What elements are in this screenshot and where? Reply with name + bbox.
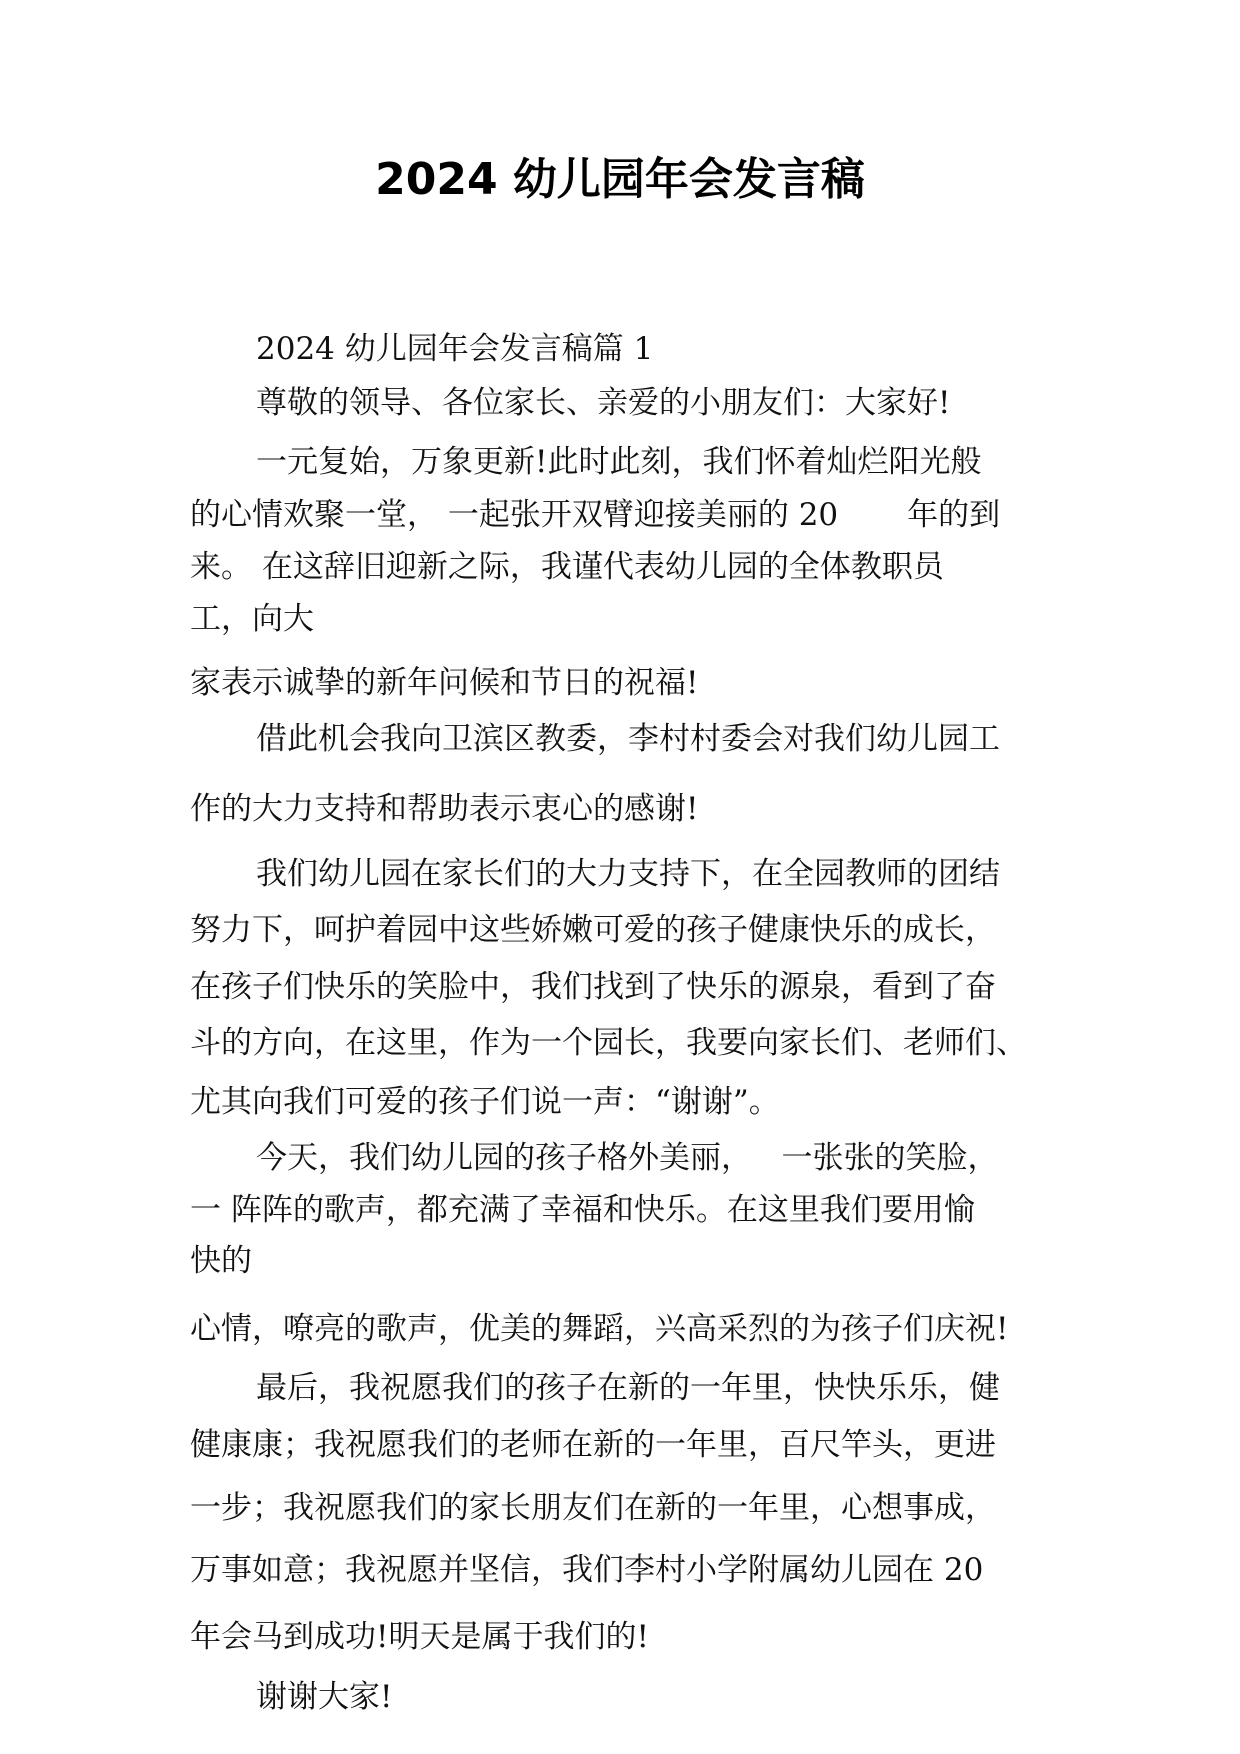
paragraph-line: 我们幼儿园在家长们的大力支持下，在全园教师的团结	[256, 856, 1000, 892]
section-heading: 2024 幼儿园年会发言稿篇 1	[256, 331, 654, 367]
paragraph-line: 的心情欢聚一堂， 一起张开双臂迎接美丽的 20 年的到	[190, 497, 1001, 533]
paragraph-line: 努力下，呵护着园中这些娇嫩可爱的孩子健康快乐的成长，	[190, 912, 996, 948]
paragraph-line: 快的	[190, 1243, 252, 1279]
paragraph-line: 健康康；我祝愿我们的老师在新的一年里，百尺竿头，更进	[190, 1427, 996, 1463]
paragraph-line: 尤其向我们可爱的孩子们说一声：“谢谢”。	[190, 1084, 780, 1120]
paragraph-line: 斗的方向，在这里，作为一个园长，我要向家长们、老师们、	[190, 1025, 1027, 1061]
paragraph-line: 万事如意；我祝愿并坚信，我们李村小学附属幼儿园在 20	[190, 1552, 984, 1588]
paragraph-line: 心情，嘹亮的歌声，优美的舞蹈，兴高采烈的为孩子们庆祝!	[190, 1311, 1009, 1347]
paragraph-line: 今天，我们幼儿园的孩子格外美丽， 一张张的笑脸，	[256, 1140, 999, 1176]
greeting-line: 尊敬的领导、各位家长、亲爱的小朋友们：大家好!	[256, 385, 951, 421]
paragraph-line: 家表示诚挚的新年问候和节日的祝福!	[190, 665, 699, 701]
paragraph-line: 一元复始，万象更新!此时此刻，我们怀着灿烂阳光般	[256, 444, 982, 480]
document-title: 2024 幼儿园年会发言稿	[375, 154, 865, 205]
paragraph-line: 在孩子们快乐的笑脸中，我们找到了快乐的源泉，看到了奋	[190, 969, 996, 1005]
paragraph-line: 工，向大	[190, 601, 314, 637]
paragraph-line: 最后，我祝愿我们的孩子在新的一年里，快快乐乐，健	[256, 1370, 1000, 1406]
closing-line: 谢谢大家!	[256, 1679, 393, 1715]
paragraph-line: 作的大力支持和帮助表示衷心的感谢!	[190, 791, 699, 827]
paragraph-line: 一 阵阵的歌声，都充满了幸福和快乐。在这里我们要用愉	[190, 1192, 975, 1228]
paragraph-line: 年会马到成功!明天是属于我们的!	[190, 1619, 649, 1655]
paragraph-line: 借此机会我向卫滨区教委，李村村委会对我们幼儿园工	[256, 721, 1000, 757]
paragraph-line: 来。 在这辞旧迎新之际，我谨代表幼儿园的全体教职员	[190, 549, 944, 585]
paragraph-line: 一步；我祝愿我们的家长朋友们在新的一年里，心想事成，	[190, 1490, 996, 1526]
